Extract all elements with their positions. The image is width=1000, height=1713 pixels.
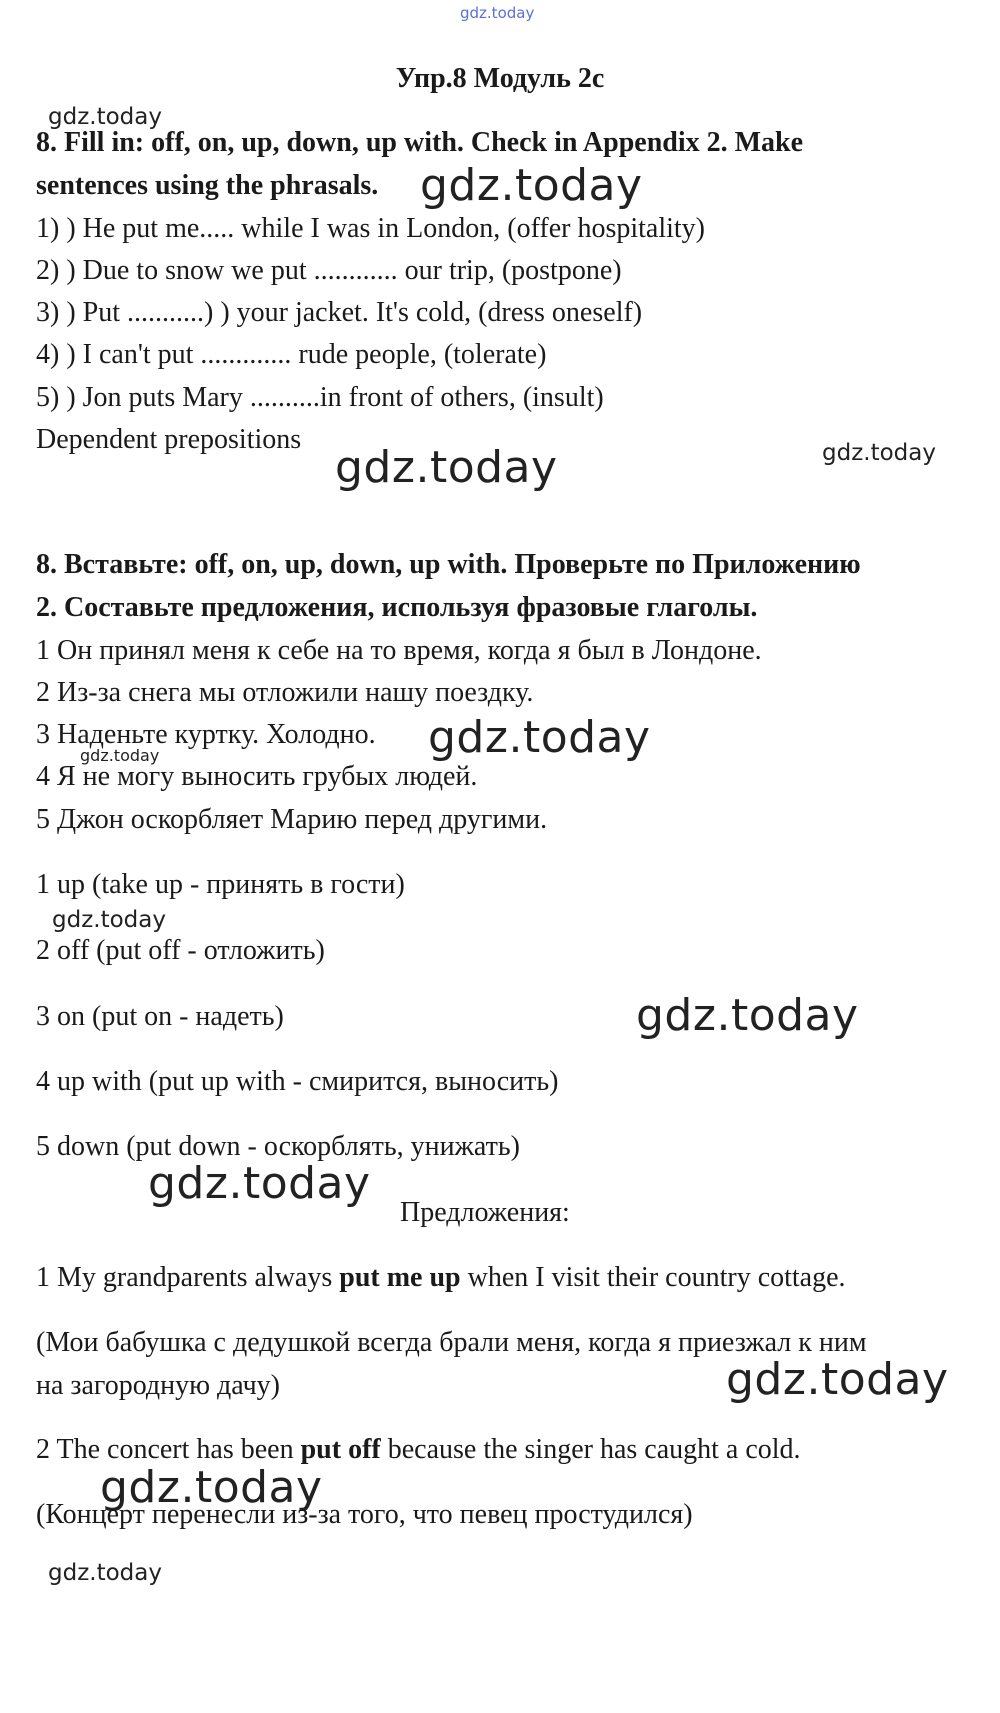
- sentence-1-before: 1 My grandparents always: [36, 1262, 340, 1293]
- task-en-item: 3) ) Put ...........) ) your jacket. It's cold, (dress oneself): [36, 297, 643, 328]
- answer-item: 1 up (take up - принять в гости): [36, 869, 405, 900]
- sentence-2-phrasal: put off: [300, 1434, 381, 1465]
- task-en-item: 2) ) Due to snow we put ............ our trip, (postpone): [36, 255, 622, 286]
- answer-item: 5 down (put down - оскорблять, унижать): [36, 1131, 520, 1162]
- watermark: gdz.today: [48, 104, 162, 130]
- sentence-2-translation: (Концерт перенесли из-за того, что певец простудился): [36, 1499, 693, 1530]
- task-en-instruction-line1: 8. Fill in: off, on, up, down, up with. Check in Appendix 2. Make: [36, 127, 804, 158]
- answer-item: 2 off (put off - отложить): [36, 935, 325, 966]
- answer-item: 4 up with (put up with - смирится, выносить): [36, 1066, 559, 1097]
- task-en-footer: Dependent prepositions: [36, 424, 302, 455]
- watermark: gdz.today: [48, 1560, 162, 1586]
- task-en-item: 4) ) I can't put ............. rude people, (tolerate): [36, 339, 547, 370]
- watermark: gdz.today: [822, 440, 936, 466]
- watermark: gdz.today: [148, 1158, 371, 1209]
- watermark: gdz.today: [726, 1354, 949, 1405]
- sentence-1: [36, 1261, 846, 1295]
- task-ru-item: 4 Я не могу выносить грубых людей.: [36, 761, 478, 792]
- sentence-2-after: because the singer has caught a cold.: [380, 1434, 801, 1465]
- watermark: gdz.today: [636, 990, 859, 1041]
- task-ru-instruction-line2: 2. Составьте предложения, используя фразовые глаголы.: [36, 592, 758, 623]
- watermark: gdz.today: [335, 442, 558, 493]
- watermark-top: gdz.today: [460, 4, 535, 22]
- answer-item: 3 on (put on - надеть): [36, 1001, 284, 1032]
- page-title: Упр.8 Модуль 2c: [395, 63, 605, 94]
- task-ru-item: 5 Джон оскорбляет Марию перед другими.: [36, 804, 548, 835]
- sentence-1-after: when I visit their country cottage.: [460, 1262, 846, 1293]
- watermark: gdz.today: [428, 712, 651, 763]
- watermark: gdz.today: [100, 1462, 323, 1513]
- sentence-1-phrasal: put me up: [339, 1262, 461, 1293]
- sentence-1-translation-line2: на загородную дачу): [36, 1370, 280, 1401]
- task-ru-instruction-line1: 8. Вставьте: off, on, up, down, up with. Проверьте по Приложению: [36, 549, 861, 580]
- watermark: gdz.today: [80, 746, 160, 765]
- task-ru-item: 2 Из-за снега мы отложили нашу поездку.: [36, 677, 534, 708]
- task-en-item: 5) ) Jon puts Mary ..........in front of others, (insult): [36, 382, 604, 413]
- sentence-2-before: 2 The concert has been: [36, 1434, 301, 1465]
- watermark: gdz.today: [52, 907, 166, 933]
- watermark: gdz.today: [420, 160, 643, 211]
- task-ru-item: 1 Он принял меня к себе на то время, когда я был в Лондоне.: [36, 635, 762, 666]
- task-en-item: 1) ) He put me..... while I was in London, (offer hospitality): [36, 213, 706, 244]
- task-ru-item: 3 Наденьте куртку. Холодно.: [36, 719, 376, 750]
- sentence-1-translation-line1: (Мои бабушка с дедушкой всегда брали меня, когда я приезжал к ним: [36, 1327, 867, 1358]
- sentences-heading: Предложения:: [400, 1197, 570, 1228]
- task-en-instruction-line2: sentences using the phrasals.: [36, 170, 379, 201]
